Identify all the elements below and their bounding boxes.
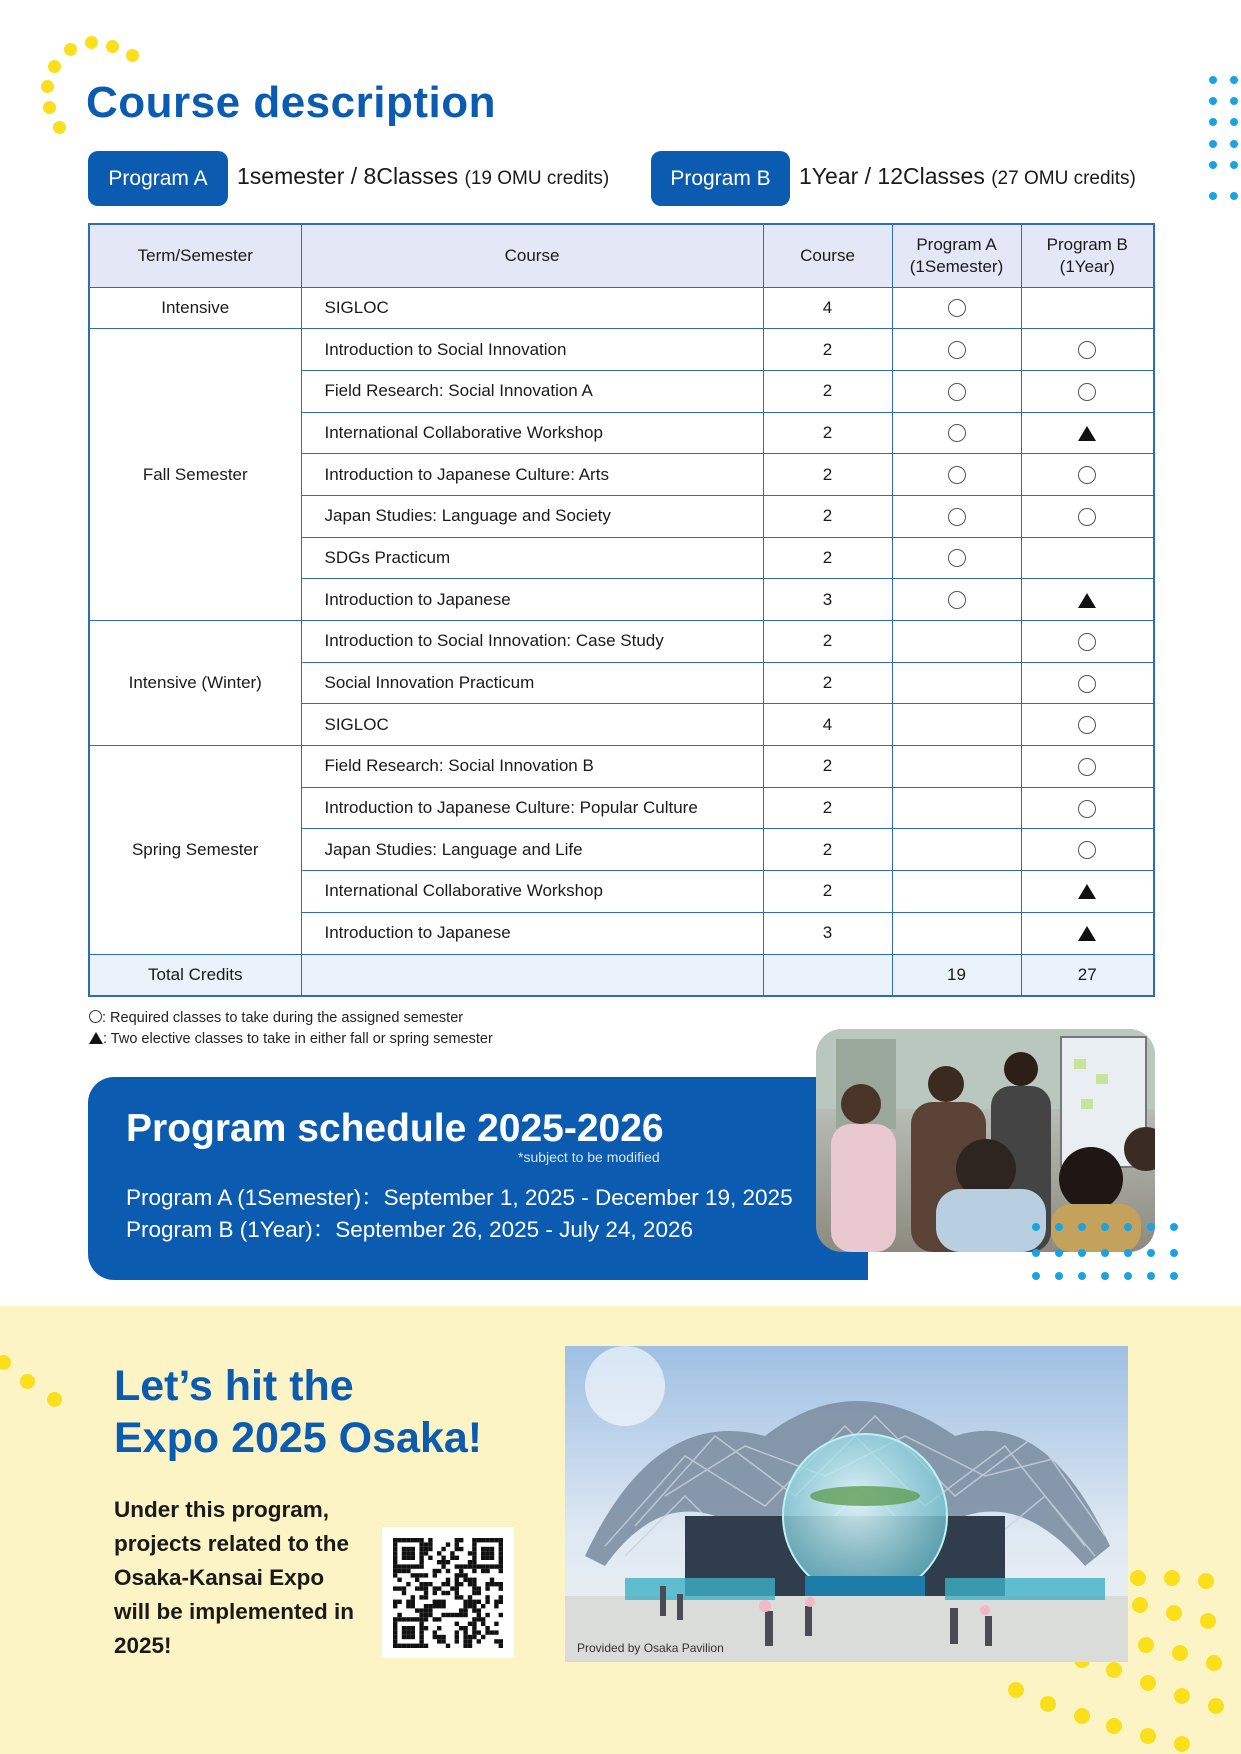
- program-b-cell: [1021, 746, 1154, 788]
- term-cell: Intensive (Winter): [89, 621, 301, 746]
- course-name-cell: SDGs Practicum: [301, 537, 763, 579]
- page-title: Course description: [86, 78, 496, 127]
- program-b-badge: Program B: [651, 151, 790, 206]
- program-a-cell: [892, 829, 1021, 871]
- program-b-cell: [1021, 621, 1154, 663]
- circle-icon: [948, 466, 966, 484]
- program-b-cell: [1021, 662, 1154, 704]
- triangle-icon: [1078, 593, 1096, 608]
- credits-cell: 2: [763, 454, 892, 496]
- course-name-cell: Introduction to Japanese Culture: Popular Culture: [301, 787, 763, 829]
- circle-icon: [948, 591, 966, 609]
- program-b-cell: [1021, 287, 1154, 329]
- expo-body-line: 2025!: [114, 1633, 172, 1658]
- expo-title-line2: Expo 2025 Osaka!: [114, 1414, 483, 1462]
- osaka-pavilion-image: [565, 1346, 1128, 1662]
- circle-icon: [948, 383, 966, 401]
- course-name-cell: International Collaborative Workshop: [301, 871, 763, 913]
- program-b-cell: [1021, 412, 1154, 454]
- program-b-summary: [799, 163, 1136, 190]
- header-credits: Course: [763, 224, 892, 287]
- course-name-cell: SIGLOC: [301, 704, 763, 746]
- program-b-cell: [1021, 537, 1154, 579]
- expo-body-line: will be implemented in: [114, 1599, 355, 1624]
- course-name-cell: Japan Studies: Language and Life: [301, 829, 763, 871]
- credits-cell: 2: [763, 495, 892, 537]
- circle-icon: [1078, 800, 1096, 818]
- triangle-icon: [1078, 426, 1096, 441]
- circle-icon: [1078, 841, 1096, 859]
- circle-icon: [1078, 383, 1096, 401]
- program-b-cell: [1021, 495, 1154, 537]
- program-b-cell: [1021, 329, 1154, 371]
- qr-code[interactable]: [382, 1527, 514, 1658]
- credits-cell: 2: [763, 621, 892, 663]
- credits-cell: 3: [763, 912, 892, 954]
- credits-cell: 3: [763, 579, 892, 621]
- program-a-cell: [892, 454, 1021, 496]
- expo-description: [114, 1493, 354, 1663]
- course-name-cell: International Collaborative Workshop: [301, 412, 763, 454]
- table-legend: [89, 1008, 493, 1050]
- schedule-program-a: Program A (1Semester)：September 1, 2025 - December 19, 2025: [126, 1185, 793, 1210]
- total-empty-cell: [301, 954, 763, 996]
- circle-icon: [1078, 341, 1096, 359]
- program-a-summary: [237, 163, 609, 190]
- table-row: [89, 329, 1154, 371]
- credits-cell: 2: [763, 829, 892, 871]
- program-a-cell: [892, 412, 1021, 454]
- course-name-cell: SIGLOC: [301, 287, 763, 329]
- header-term: Term/Semester: [89, 224, 301, 287]
- total-program-a: 19: [892, 954, 1021, 996]
- program-a-cell: [892, 871, 1021, 913]
- program-a-cell: [892, 370, 1021, 412]
- table-row: [89, 746, 1154, 788]
- circle-icon: [948, 549, 966, 567]
- circle-icon: [1078, 466, 1096, 484]
- credits-cell: 2: [763, 871, 892, 913]
- students-photo: [816, 1029, 1155, 1252]
- table-header-row: [89, 224, 1154, 287]
- expo-body-line: projects related to the: [114, 1531, 350, 1556]
- table-row: [89, 287, 1154, 329]
- expo-title: [114, 1360, 482, 1464]
- legend-elective: : Two elective classes to take in either fall or spring semester: [89, 1029, 493, 1050]
- program-a-cell: [892, 912, 1021, 954]
- header-course: Course: [301, 224, 763, 287]
- credits-cell: 2: [763, 537, 892, 579]
- course-name-cell: Social Innovation Practicum: [301, 662, 763, 704]
- circle-icon: [948, 424, 966, 442]
- credits-cell: 2: [763, 329, 892, 371]
- program-a-cell: [892, 329, 1021, 371]
- credits-cell: 2: [763, 787, 892, 829]
- credits-cell: 4: [763, 704, 892, 746]
- schedule-title: Program schedule 2025-2026: [126, 1107, 664, 1150]
- circle-icon: [1078, 675, 1096, 693]
- program-a-summary-text: 1semester / 8Classes: [237, 163, 459, 189]
- course-name-cell: Japan Studies: Language and Society: [301, 495, 763, 537]
- credits-cell: 2: [763, 412, 892, 454]
- total-label: Total Credits: [89, 954, 301, 996]
- program-b-cell: [1021, 871, 1154, 913]
- course-name-cell: Field Research: Social Innovation B: [301, 746, 763, 788]
- circle-icon: [1078, 716, 1096, 734]
- image-credit: Provided by Osaka Pavilion: [577, 1641, 724, 1655]
- course-name-cell: Introduction to Japanese: [301, 912, 763, 954]
- course-name-cell: Introduction to Social Innovation: Case Study: [301, 621, 763, 663]
- expo-title-line1: Let’s hit the: [114, 1362, 354, 1410]
- program-b-cell: [1021, 704, 1154, 746]
- total-row: [89, 954, 1154, 996]
- circle-icon: [948, 299, 966, 317]
- triangle-icon: [1078, 884, 1096, 899]
- circle-icon: [948, 508, 966, 526]
- program-a-cell: [892, 704, 1021, 746]
- course-name-cell: Field Research: Social Innovation A: [301, 370, 763, 412]
- expo-body-line: Osaka-Kansai Expo: [114, 1565, 325, 1590]
- schedule-note: *subject to be modified: [518, 1149, 660, 1165]
- program-b-summary-text: 1Year / 12Classes: [799, 163, 985, 189]
- triangle-icon: [1078, 926, 1096, 941]
- total-program-b: 27: [1021, 954, 1154, 996]
- schedule-program-b: Program B (1Year)：September 26, 2025 - July 24, 2026: [126, 1217, 693, 1242]
- program-a-cell: [892, 621, 1021, 663]
- schedule-panel: [88, 1077, 868, 1280]
- term-cell: Spring Semester: [89, 746, 301, 954]
- course-name-cell: Introduction to Social Innovation: [301, 329, 763, 371]
- program-b-cell: [1021, 912, 1154, 954]
- course-table: [88, 223, 1155, 997]
- program-a-cell: [892, 746, 1021, 788]
- program-b-cell: [1021, 787, 1154, 829]
- credits-cell: 2: [763, 746, 892, 788]
- program-b-cell: [1021, 579, 1154, 621]
- header-program-a: Program A (1Semester): [892, 224, 1021, 287]
- expo-body-line: Under this program,: [114, 1497, 330, 1522]
- legend-required: : Required classes to take during the assigned semester: [89, 1008, 493, 1029]
- circle-icon: [89, 1010, 102, 1023]
- program-a-cell: [892, 662, 1021, 704]
- circle-icon: [1078, 758, 1096, 776]
- term-cell: Fall Semester: [89, 329, 301, 621]
- program-a-cell: [892, 287, 1021, 329]
- credits-cell: 2: [763, 370, 892, 412]
- triangle-icon: [89, 1032, 103, 1044]
- circle-icon: [948, 341, 966, 359]
- term-cell: Intensive: [89, 287, 301, 329]
- program-a-cell: [892, 787, 1021, 829]
- header-program-b: Program B (1Year): [1021, 224, 1154, 287]
- program-b-cell: [1021, 829, 1154, 871]
- program-b-cell: [1021, 454, 1154, 496]
- table-row: [89, 621, 1154, 663]
- circle-icon: [1078, 633, 1096, 651]
- program-b-credits: (27 OMU credits): [991, 168, 1136, 189]
- program-a-credits: (19 OMU credits): [464, 168, 610, 189]
- program-a-cell: [892, 495, 1021, 537]
- program-b-cell: [1021, 370, 1154, 412]
- program-a-badge: Program A: [88, 151, 228, 206]
- credits-cell: 2: [763, 662, 892, 704]
- course-name-cell: Introduction to Japanese Culture: Arts: [301, 454, 763, 496]
- total-empty-cell: [763, 954, 892, 996]
- program-a-cell: [892, 537, 1021, 579]
- course-name-cell: Introduction to Japanese: [301, 579, 763, 621]
- program-a-cell: [892, 579, 1021, 621]
- credits-cell: 4: [763, 287, 892, 329]
- circle-icon: [1078, 508, 1096, 526]
